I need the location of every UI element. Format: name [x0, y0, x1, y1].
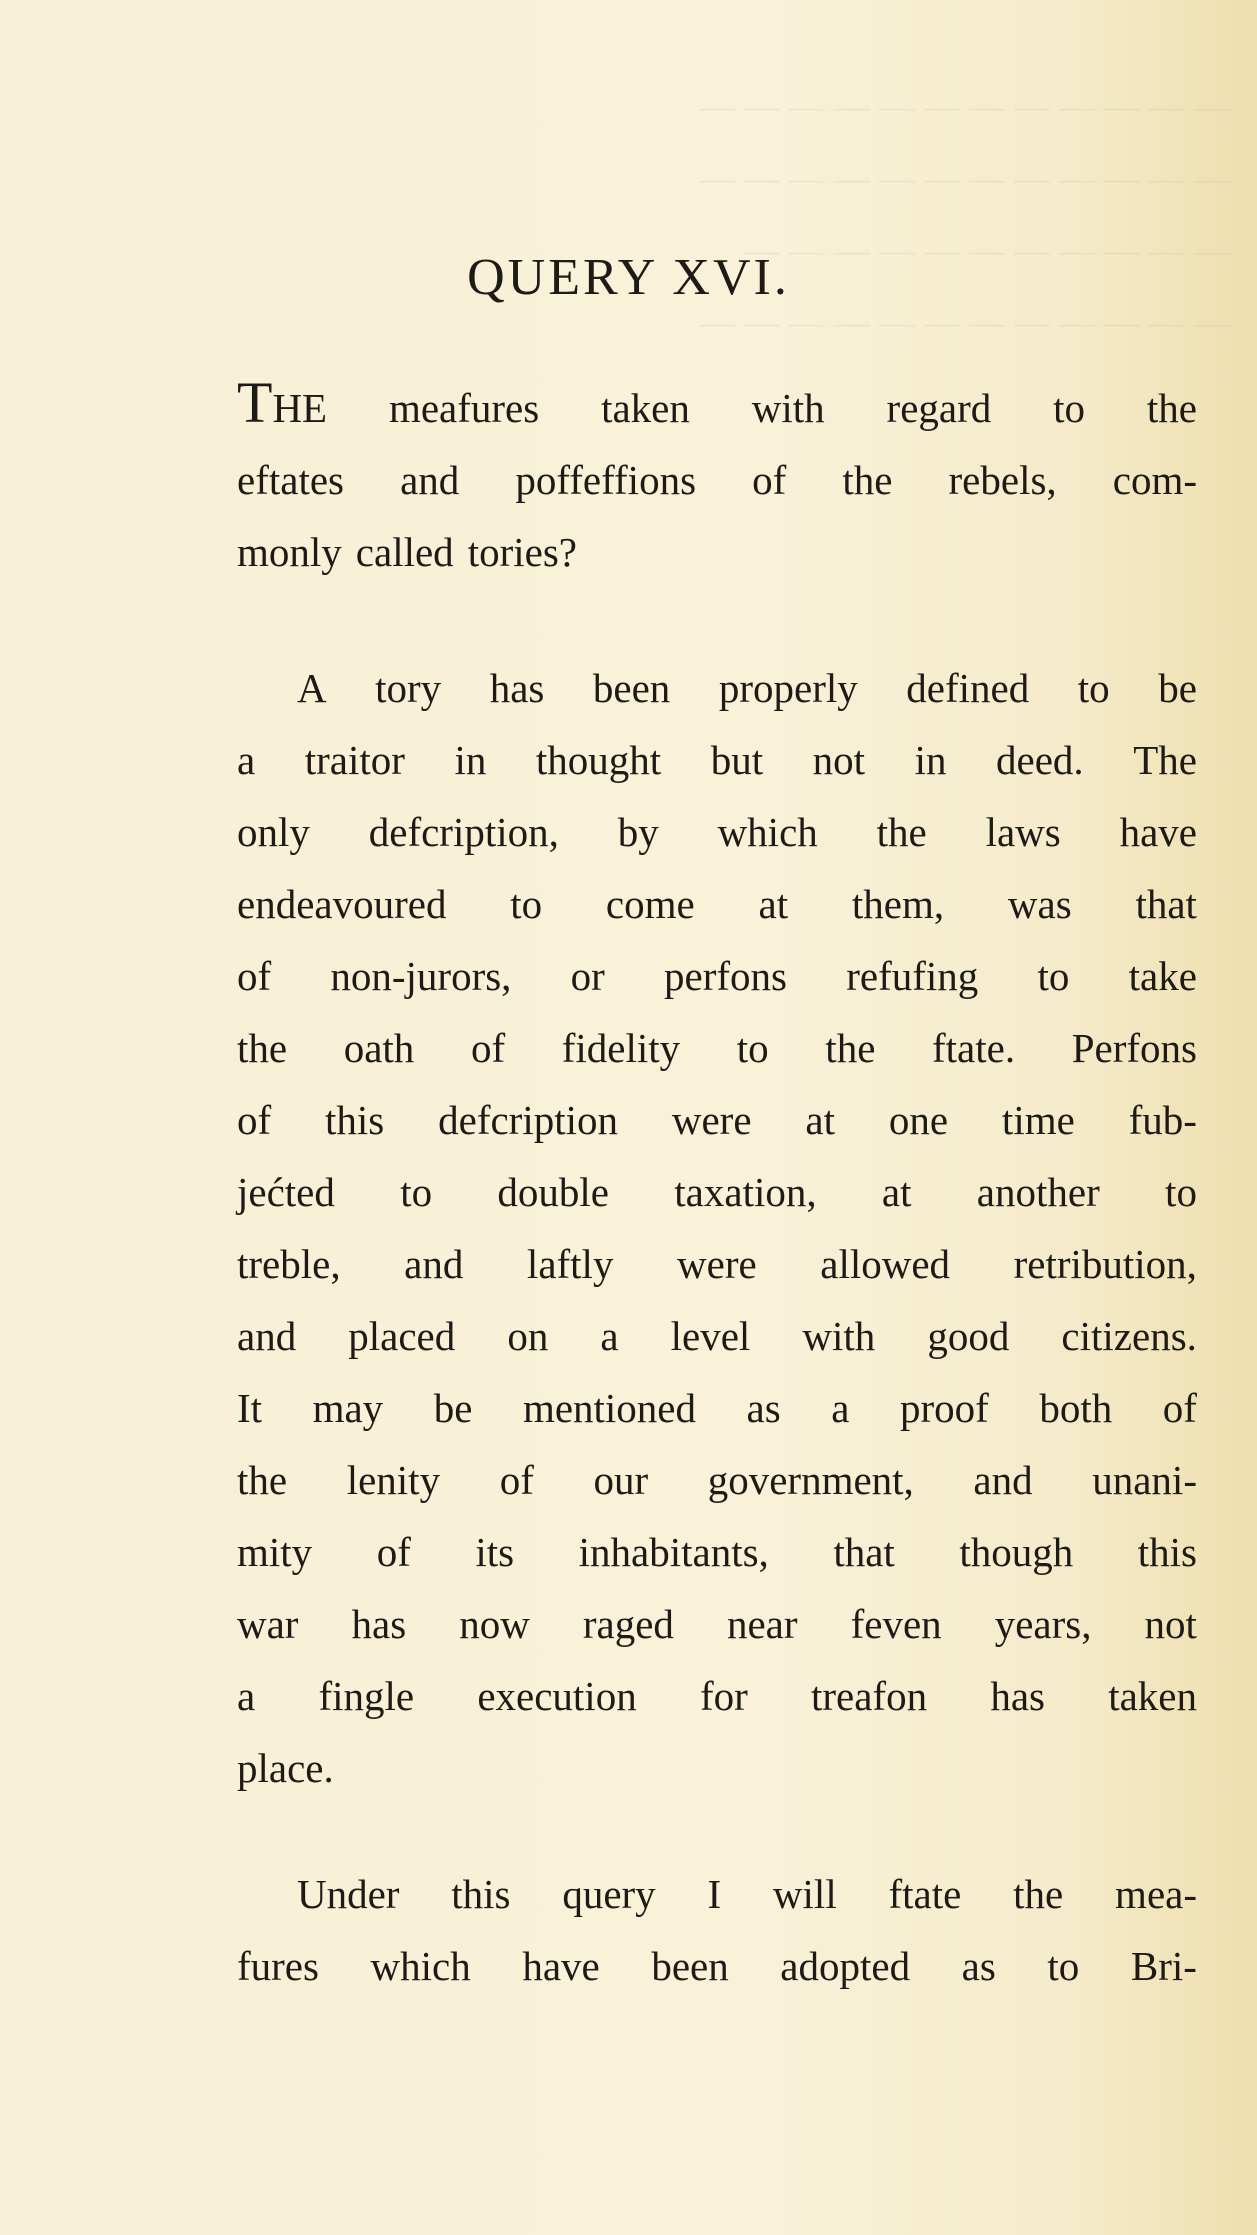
text-line: of this defcription were at one time fub-	[237, 1097, 1197, 1143]
text-line: treble, and laftly were allowed retribution,	[237, 1241, 1197, 1287]
text-line: endeavoured to come at them, was that	[237, 881, 1197, 927]
paragraph-answer	[237, 652, 1197, 1804]
text-line: the lenity of our government, and unani-	[237, 1457, 1197, 1503]
paragraph-continuation	[237, 1858, 1197, 2002]
text-line: of non-jurors, or perfons refufing to take	[237, 953, 1197, 999]
text-line: a fingle execution for treafon has taken	[237, 1673, 1197, 1719]
text-line: place.	[237, 1745, 334, 1791]
drop-cap: T	[237, 370, 273, 435]
text-line: war has now raged near feven years, not	[237, 1601, 1197, 1647]
text-line: and placed on a level with good citizens.	[237, 1313, 1197, 1359]
text-line: THE meafures taken with regard to the	[237, 370, 1197, 435]
text-line: A tory has been properly defined to be	[297, 665, 1197, 711]
text-line: mity of its inhabitants, that though this	[237, 1529, 1197, 1575]
paragraph-query	[237, 372, 1197, 588]
text-line: monly called tories?	[237, 529, 577, 575]
text-line: Under this query I will ftate the mea-	[297, 1871, 1197, 1917]
text-line: a traitor in thought but not in deed. The	[237, 737, 1197, 783]
text-line: only defcription, by which the laws have	[237, 809, 1197, 855]
text-line: the oath of fidelity to the ftate. Perfons	[237, 1025, 1197, 1071]
text-line: jećted to double taxation, at another to	[237, 1169, 1197, 1215]
text-line: eftates and poffeffions of the rebels, com-	[237, 457, 1197, 503]
text-line: fures which have been adopted as to Bri-	[237, 1943, 1197, 1989]
show-through-bleed: — — — — — — — — — — — — — — — — — — — — — — — — — — — — — — — — — — — — — — — — — — — — — — —	[699, 86, 1230, 342]
page-heading: QUERY XVI.	[467, 249, 790, 306]
text-line: It may be mentioned as a proof both of	[237, 1385, 1197, 1431]
